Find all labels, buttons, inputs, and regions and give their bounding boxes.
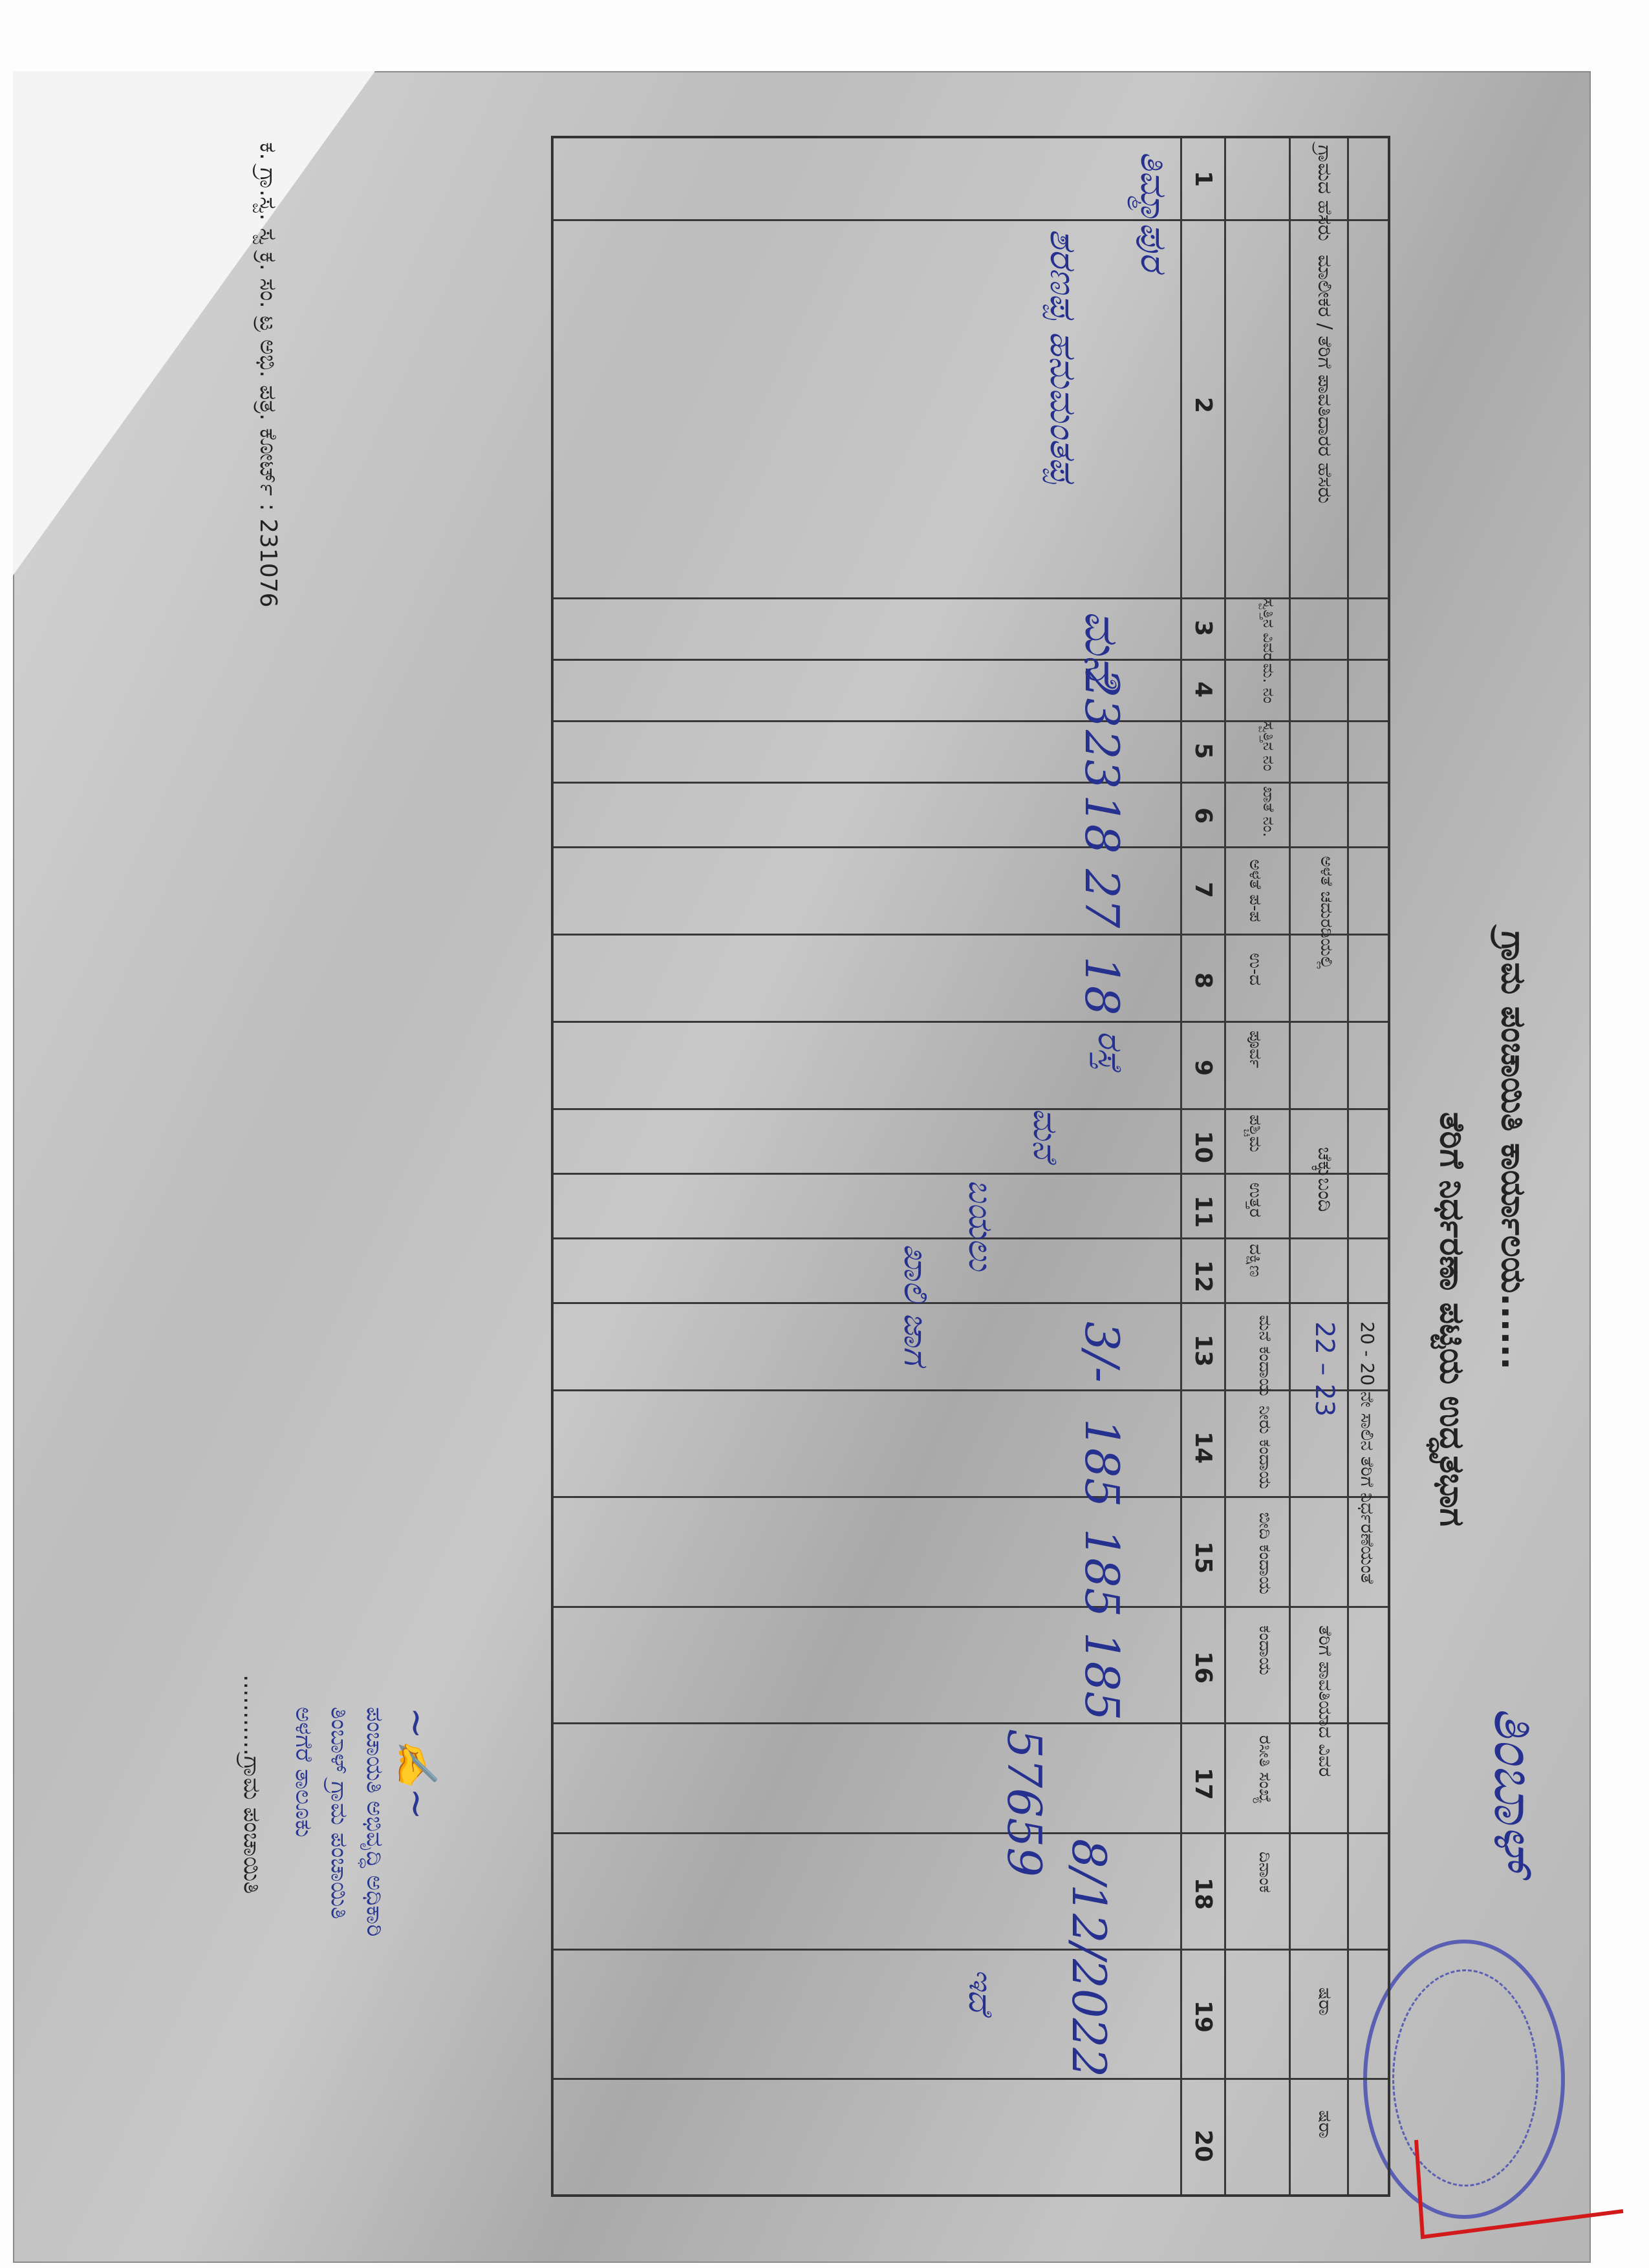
column-number: 19 xyxy=(1190,2000,1216,2033)
signatory-office: ತಿಂಬಾಳ್ ಗ್ರಾಮ ಪಂಚಾಯಿತಿ xyxy=(326,1707,352,1920)
cell-west: ಮನೆ xyxy=(1026,1108,1064,1161)
header-west: ಪಶ್ಚಿಮ xyxy=(1245,1115,1265,1153)
cell-south: ಖಾಲಿ ಜಾಗ xyxy=(896,1244,935,1365)
column-number: 13 xyxy=(1190,1334,1216,1367)
column-number: 9 xyxy=(1190,1060,1216,1076)
cell-village: ತಿಮ್ಮಾಪುರ xyxy=(1132,151,1174,272)
header-property-no: ಸ್ವತ್ತಿನ ನಂ xyxy=(1260,722,1278,771)
table-column-divider xyxy=(554,1021,1388,1023)
column-number: 1 xyxy=(1190,171,1216,187)
column-number: 2 xyxy=(1190,397,1216,414)
header-tax-paid-group: ತೆರಿಗೆ ಪಾವತಿಯಾದ ವಿವರ xyxy=(1315,1625,1336,1777)
column-number: 12 xyxy=(1190,1260,1216,1293)
header-remarks: ಷರಾ xyxy=(1315,2110,1336,2139)
cell-date: 8/12/2022 xyxy=(1062,1839,1116,2078)
header-remarks-group: ಷರಾ xyxy=(1315,1987,1336,2016)
cell-house-tax: 3/- xyxy=(1075,1321,1129,1383)
header-khata-no: ಖಾತೆ ನಂ. xyxy=(1260,786,1278,837)
table-column-divider xyxy=(554,1949,1388,1951)
table-column-divider xyxy=(554,1496,1388,1498)
table-column-divider xyxy=(554,1173,1388,1175)
office-heading: ಗ್ರಾಮ ಪಂಚಾಯಿತಿ ಕಾರ್ಯಾಲಯ...... xyxy=(1494,931,1533,1370)
header-property-detail: ಸ್ವತ್ತಿನ ವಿವರ xyxy=(1260,599,1278,661)
column-number: 7 xyxy=(1190,882,1216,899)
table-column-divider xyxy=(554,1606,1388,1608)
cell-remark: ಇದೆ xyxy=(961,1968,1000,2013)
header-north: ಉತ್ತರ xyxy=(1245,1182,1265,1217)
cell-property-detail: ಮನೆ xyxy=(1075,610,1129,683)
column-number: 8 xyxy=(1190,972,1216,989)
table-row-divider xyxy=(1180,138,1182,2194)
signatory-taluk: ಅಳಗೆರೆ ತಾಲೂಕು xyxy=(290,1707,317,1837)
table-row-divider xyxy=(1224,138,1226,2194)
cell-owner: ಶರಣಪ್ಪ ಹನುಮಂತಪ್ಪ xyxy=(1042,229,1084,484)
header-date: ದಿನಾಂಕ xyxy=(1255,1852,1275,1893)
column-number: 11 xyxy=(1190,1195,1216,1228)
column-number: 4 xyxy=(1190,681,1216,698)
table-column-divider xyxy=(554,1722,1388,1724)
header-east: ಪೂರ್ವ xyxy=(1245,1031,1265,1069)
table-column-divider xyxy=(554,782,1388,784)
assessment-table xyxy=(551,136,1390,2197)
table-column-divider xyxy=(554,1302,1388,1304)
column-number: 17 xyxy=(1190,1768,1216,1801)
cell-street-tax: 185 xyxy=(1075,1528,1129,1618)
header-measurement-group: ಅಳತೆ ಚದುರಡಿಯಲ್ಲಿ xyxy=(1317,856,1336,969)
column-number: 20 xyxy=(1190,2130,1216,2163)
cell-receipt-no: 57659 xyxy=(997,1729,1051,1878)
table-column-divider xyxy=(554,2078,1388,2080)
footer-gram-panchayat: ...........ಗ್ರಾಮ ಪಂಚಾಯಿತಿ xyxy=(239,1674,265,1894)
cell-house-no: 23 xyxy=(1075,669,1129,728)
column-number: 18 xyxy=(1190,1878,1216,1910)
column-number: 16 xyxy=(1190,1651,1216,1684)
header-tax-year-group xyxy=(1356,1321,1378,1584)
cell-east: ರಸ್ತೆ xyxy=(1090,1031,1129,1071)
table-column-divider xyxy=(554,1832,1388,1834)
tax-year-from: 22 xyxy=(1310,1321,1339,1354)
header-boundaries-group: ಚೆಕ್ಕುಬಂದಿ xyxy=(1313,1147,1336,1212)
cell-water-tax: 185 xyxy=(1075,1418,1129,1508)
cell-property-no: 23 xyxy=(1075,730,1129,789)
tax-year-handwritten: 22 – 23 xyxy=(1310,1321,1339,1417)
table-column-divider xyxy=(554,219,1388,221)
cell-length-ns: 18 xyxy=(1075,956,1129,1016)
tax-year-to: 23 xyxy=(1310,1384,1339,1417)
officer-signature: ~✍~ xyxy=(394,1707,439,1821)
form-title: ತೆರಿಗೆ ನಿರ್ಧರಣಾ ಪಟ್ಟಿಯ ಉದ್ಧೃತಭಾಗ xyxy=(1432,1112,1471,1527)
table-column-divider xyxy=(554,1108,1388,1110)
header-street-tax: ಬೀದಿ ಕಂದಾಯ xyxy=(1255,1512,1275,1595)
header-owner: ಮಾಲೀಕರ / ತೆರಿಗೆ ಪಾವತಿದಾರರ ಹೆಸರು xyxy=(1313,255,1336,504)
column-number: 14 xyxy=(1190,1431,1216,1464)
header-paid-tax: ಕಂದಾಯ xyxy=(1255,1625,1275,1676)
header-house-no: ಮ. ನಂ xyxy=(1260,663,1278,704)
header-water-tax: ನೀರು ಕಂದಾಯ xyxy=(1255,1406,1275,1490)
header-south: ದಕ್ಷಿಣ xyxy=(1245,1244,1265,1278)
cell-length-ew: 27 xyxy=(1075,869,1129,928)
cell-north: ಬಯಲು xyxy=(961,1179,1000,1271)
header-length-ew: ಅಳತೆ ಪ-ಪ xyxy=(1245,859,1265,923)
signatory-designation: ಪಂಚಾಯತಿ ಅಭಿವೃದ್ಧಿ ಅಧಿಕಾರಿ xyxy=(361,1707,388,1937)
column-number: 15 xyxy=(1190,1541,1216,1574)
table-column-divider xyxy=(554,846,1388,848)
header-receipt-no: ರಸೀತಿ ಸಂಖ್ಯೆ xyxy=(1255,1735,1275,1804)
column-number: 5 xyxy=(1190,743,1216,760)
column-number: 6 xyxy=(1190,808,1216,824)
table-column-divider xyxy=(554,934,1388,936)
tax-year-label: 20 - 20 ನೇ ಸಾಲಿನ ತೆರಿಗೆ ನಿರ್ಧರಣೆಯಂತೆ xyxy=(1357,1321,1378,1584)
table-row-divider xyxy=(1347,138,1349,2194)
cell-paid-tax: 185 xyxy=(1075,1632,1129,1721)
table-row-divider xyxy=(1289,138,1291,2194)
footer-note: ಕ. ಗ್ರಾ.ಸ್ವ. ಸ್ವ ಕ್ರ. ಸಂ. ಟ್ರ ಅಭಿ. ಪತ್ರ. ಕೋರ್ಟ್ : 231076 xyxy=(255,142,281,608)
column-number: 3 xyxy=(1190,620,1216,637)
header-length-ns: ಉ-ದ xyxy=(1245,953,1265,986)
rotated-form-content xyxy=(129,78,1584,2211)
red-tick-mark xyxy=(1403,2134,1636,2250)
header-village: ಗ್ರಾಮದ ಹೆಸರು xyxy=(1313,145,1336,241)
column-number: 10 xyxy=(1190,1131,1216,1164)
cell-khata-no: 18 xyxy=(1075,795,1129,854)
header-house-tax: ಮನೆ ಕಂದಾಯ xyxy=(1255,1315,1275,1396)
gram-panchayat-name: ತಿಂಬಾಳ್ xyxy=(1481,1707,1549,1874)
